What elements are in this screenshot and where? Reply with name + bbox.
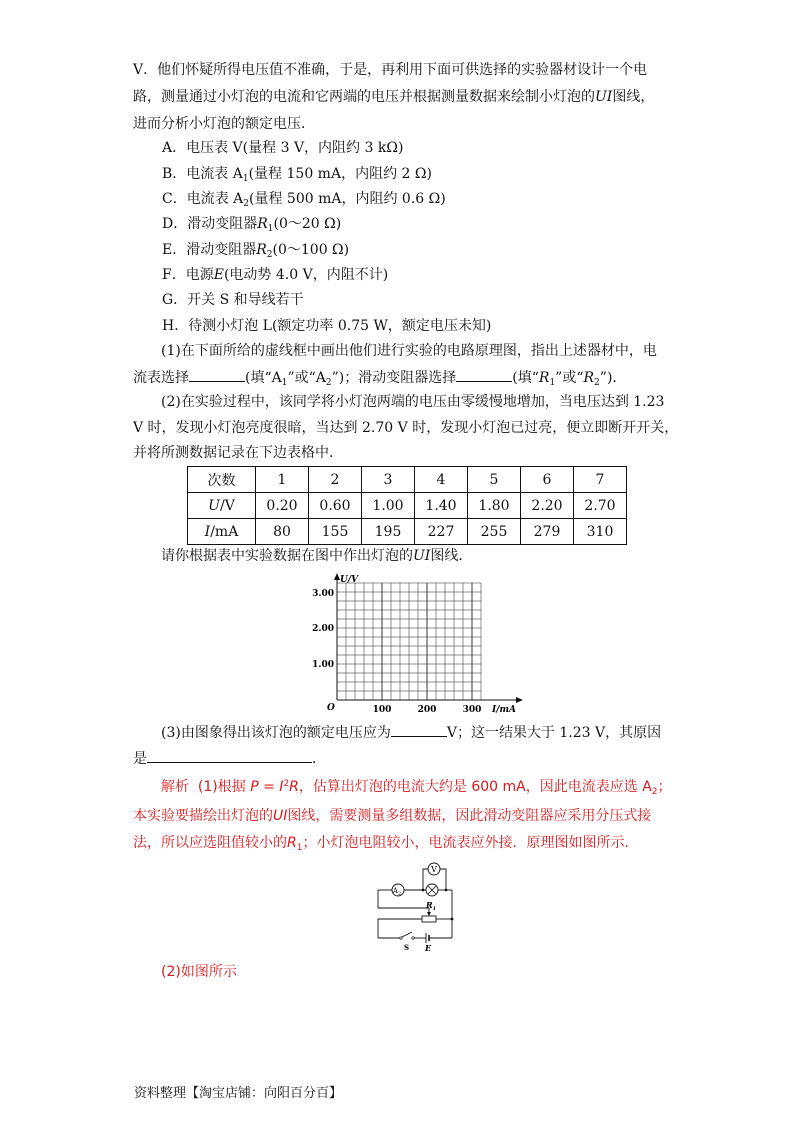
option-d: D．滑动变阻器$R_1(0\sim 20$ Ω): [162, 216, 342, 234]
intro-line-3: 进而分析小灯泡的额定电压．: [133, 116, 315, 132]
table-header-voltage: U/V: [188, 493, 256, 519]
y-tick-label: 1.00: [312, 660, 334, 670]
voltmeter-label: V: [431, 865, 437, 874]
table-cell: 227: [415, 519, 468, 545]
option-e: E．滑动变阻器$R_2(0\sim 100$ Ω): [162, 242, 350, 260]
q2-instruction: 请你根据表中实验数据在图中作出灯泡的UI图线．: [161, 548, 473, 564]
option-a: A．电压表 V(量程 3 V，内阻约 3 kΩ): [162, 140, 404, 156]
option-h: H．待测小灯泡 L(额定功率 0.75 W，额定电压未知): [162, 318, 492, 334]
junction-dot: [445, 889, 448, 892]
table-cell: 3: [362, 467, 415, 493]
x-axis-label: I/mA: [492, 705, 517, 715]
table-cell: 1: [256, 467, 309, 493]
table-cell: 80: [256, 519, 309, 545]
q1-line-2: 流表选择 (填“$A_1$”或“$A_2$”)；滑动变阻器选择 (填“$R_1$”或“$R_2$”)．: [133, 367, 626, 388]
table-cell: 6: [521, 467, 574, 493]
q2-line-2: V 时，发现小灯泡亮度很暗，当达到 2.70 V 时，发现小灯泡已过亮，便立即断开开关，: [133, 420, 679, 436]
table-row: [188, 493, 627, 519]
y-tick-label: 2.00: [312, 624, 334, 634]
table-header-trial: 次数: [188, 467, 256, 493]
x-tick-label: 100: [372, 705, 392, 715]
junction-dot: [422, 889, 425, 892]
table-cell: 255: [468, 519, 521, 545]
x-tick-label: 200: [417, 705, 437, 715]
table-row: [188, 467, 627, 493]
table-cell: 1.80: [468, 493, 521, 519]
table-cell: 279: [521, 519, 574, 545]
option-b: B．电流表 $A_1$(量程 150 mA，内阻约 2 Ω): [162, 166, 432, 184]
table-cell: 0.60: [309, 493, 362, 519]
answer-blank-ammeter[interactable]: [189, 367, 245, 382]
table-cell: 1.40: [415, 493, 468, 519]
switch-contact: [400, 937, 402, 939]
solution-line-1: 解析 (1)根据 $P = I^2R$，估算出灯泡的电流大约是 600 mA，因此电流表应选 $A_2$；: [161, 779, 672, 797]
rheostat-arrow: [427, 912, 431, 916]
ui-graph[interactable]: [300, 570, 530, 720]
y-axis-label: U/V: [340, 575, 359, 585]
table-header-current: I/mA: [188, 519, 256, 545]
measurement-table: [187, 466, 627, 545]
switch-contact: [412, 937, 414, 939]
option-g: G．开关 S 和导线若干: [162, 292, 304, 308]
table-cell: 0.20: [256, 493, 309, 519]
switch-label: S: [404, 943, 410, 952]
origin-label: O: [327, 703, 335, 713]
table-cell: 2.20: [521, 493, 574, 519]
q2-line-1: (2)在实验过程中，该同学将小灯泡两端的电压由零缓慢地增加，当电压达到 1.23: [161, 394, 665, 410]
junction-dot: [451, 918, 454, 921]
q3-line-1: (3)由图象得出该灯泡的额定电压应为 V；这一结果大于 1.23 V，其原因: [161, 722, 661, 743]
table-cell: 2: [309, 467, 362, 493]
voltmeter-wire: [440, 869, 446, 890]
table-cell: 2.70: [574, 493, 627, 519]
solution-line-3: 法，所以应选阻值较小的$R_1$；小灯泡电阻较小，电流表应外接．原理图如图所示．: [133, 835, 639, 853]
rheostat-label: $R_1$: [426, 900, 437, 912]
x-axis-arrow: [516, 697, 523, 703]
source-label: E: [425, 943, 432, 953]
table-cell: 7: [574, 467, 627, 493]
switch-blade: [402, 932, 412, 937]
table-cell: 155: [309, 519, 362, 545]
option-c: C．电流表 $A_2$(量程 500 mA，内阻约 0.6 Ω): [162, 191, 446, 209]
solution-line-2: 本实验要描绘出灯泡的UI图线，需要测量多组数据，因此滑动变阻器应采用分压式接: [133, 808, 652, 824]
table-cell: 310: [574, 519, 627, 545]
ammeter-label: $A_2$: [392, 887, 402, 897]
rheostat-slider: [378, 908, 429, 915]
table-cell: 4: [415, 467, 468, 493]
table-cell: 5: [468, 467, 521, 493]
table-row: [188, 519, 627, 545]
table-cell: 1.00: [362, 493, 415, 519]
intro-line-1: V．他们怀疑所得电压值不准确，于是，再利用下面可供选择的实验器材设计一个电: [133, 62, 648, 78]
answer-blank-rheostat[interactable]: [456, 367, 512, 382]
q1-line-1: (1)在下面所给的虚线框中画出他们进行实验的电路原理图，指出上述器材中，电: [161, 343, 657, 359]
graph-grid: [337, 583, 481, 700]
footer-note: 资料整理【淘宝店铺：向阳百分百】: [134, 1086, 343, 1101]
q2-line-3: 并将所测数据记录在下边表格中．: [133, 445, 343, 461]
table-cell: 195: [362, 519, 415, 545]
q3-line-2: 是 ．: [133, 748, 326, 769]
x-tick-label: 300: [462, 705, 482, 715]
answer-blank-reason[interactable]: [147, 748, 312, 763]
y-tick-label: 3.00: [312, 589, 334, 599]
answer-blank-rated-voltage[interactable]: [391, 722, 447, 737]
rheostat-symbol: [422, 916, 436, 922]
option-f: F．电源E(电动势 4.0 V，内阻不计): [162, 267, 389, 283]
intro-line-2: 路，测量通过小灯泡的电流和它两端的电压并根据测量数据来绘制小灯泡的UI图线，: [133, 89, 655, 105]
circuit-diagram: [370, 858, 470, 954]
solution-line-4: (2)如图所示: [161, 964, 237, 980]
